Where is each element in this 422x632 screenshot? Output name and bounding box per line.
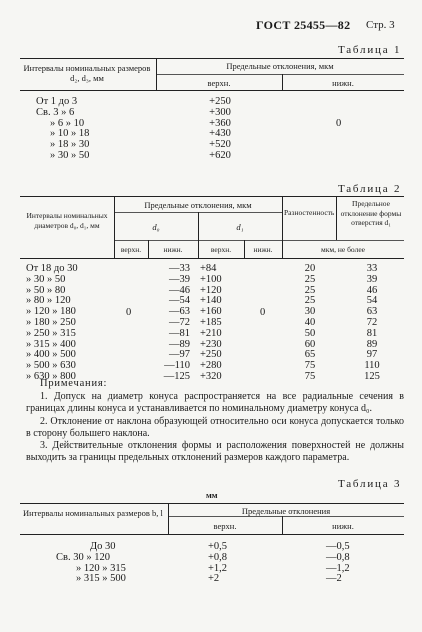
table2-d1-upper: +280 xyxy=(200,360,222,372)
table2-d0-lower-values xyxy=(150,264,190,383)
table1-interval: Св. 3 » 6 xyxy=(36,106,75,118)
table3-interval: Св. 30 » 120 xyxy=(56,551,110,563)
table1-col-upper: верхн. xyxy=(207,78,231,88)
table2-title: Таблица 2 xyxy=(338,183,402,195)
table2-form: 63 xyxy=(366,306,378,318)
table1-col-lower: нижн. xyxy=(332,78,354,88)
table2-form-values xyxy=(356,264,388,383)
table2-col-d1-lower: нижн. xyxy=(253,245,273,254)
table2-interval: » 30 » 50 xyxy=(26,273,66,285)
table1-upper: +360 xyxy=(209,117,231,129)
notes-body xyxy=(26,391,404,465)
table2-interval: » 315 » 400 xyxy=(26,338,76,350)
table2-form: 97 xyxy=(366,349,378,361)
table1-interval: » 18 » 30 xyxy=(50,139,90,151)
table2-d1-upper: +100 xyxy=(200,273,222,285)
table1-interval: » 30 » 50 xyxy=(50,149,90,161)
table3-lower: —0,5 xyxy=(326,541,350,552)
table2-intervals xyxy=(26,264,78,383)
table3-unit: мм xyxy=(206,490,218,500)
table2-d0-lower: —46 xyxy=(169,284,190,296)
table2-d1-upper: +120 xyxy=(200,284,222,296)
table1-interval: » 6 » 10 xyxy=(50,117,85,129)
table2-diff: 30 xyxy=(304,306,316,318)
table2-col-d1: d₁ xyxy=(236,222,244,232)
table2-d0-lower: —97 xyxy=(169,349,190,361)
table2-diff: 75 xyxy=(304,360,316,372)
table1-interval: » 10 » 18 xyxy=(50,128,90,140)
table2-d1-upper: +230 xyxy=(200,338,222,350)
table2-col-unit: мкм, не более xyxy=(321,245,365,254)
table1-col-dev: Предельные отклонения, мкм xyxy=(226,61,334,71)
table2-form: 54 xyxy=(366,295,378,307)
table2-diff: 25 xyxy=(304,284,316,296)
table3-col-lower: нижн. xyxy=(332,521,354,531)
table2-diff: 60 xyxy=(304,338,316,350)
table2-d1-upper: +140 xyxy=(200,295,222,307)
table3-intervals xyxy=(56,542,126,585)
table2-d1-upper: +185 xyxy=(200,316,222,328)
table3-title: Таблица 3 xyxy=(338,478,402,490)
table3-col-upper: верхн. xyxy=(213,521,237,531)
table2-d0-lower: —110 xyxy=(164,360,190,372)
table2-interval: » 630 » 800 xyxy=(26,370,76,382)
table2-form: 33 xyxy=(366,263,378,274)
table1-interval: От 1 до 3 xyxy=(36,96,78,107)
table2-d0-lower: —63 xyxy=(169,306,190,318)
table2-d0-lower: —33 xyxy=(169,263,190,274)
table1-upper: +520 xyxy=(209,139,231,151)
table2-diff: 75 xyxy=(304,370,316,382)
table3-lower-values xyxy=(326,542,350,585)
table2-d0-lower: —81 xyxy=(169,327,190,339)
table2-d1-lower: 0 xyxy=(260,307,266,318)
table2-d1-upper-values xyxy=(200,264,222,383)
table2-form: 89 xyxy=(366,338,378,350)
table3-lower: —0,8 xyxy=(326,551,350,563)
table2-d0-lower: —72 xyxy=(169,316,190,328)
table3-upper: +0,5 xyxy=(208,541,228,552)
gost-number: ГОСТ 25455—82 xyxy=(256,18,351,32)
note-item: 3. Действительные отклонения формы и расположения поверхностей не должны выходить за границы предельных отклонений размеров каждого параметра. xyxy=(26,440,404,464)
table2-diff: 25 xyxy=(304,273,316,285)
table1-col-interval: Интервалы номинальных размеров d₂, d₃, мм xyxy=(23,63,151,83)
table2-col-form: Предельное отклонение формы отверстия d₁ xyxy=(340,199,402,227)
table2-col-d0-upper: верхн. xyxy=(120,245,142,254)
table1-intervals xyxy=(36,97,89,162)
table3-interval: » 315 » 500 xyxy=(76,573,126,585)
table3-upper: +1,2 xyxy=(208,562,228,574)
table2-diff: 25 xyxy=(304,295,316,307)
table2-form: 125 xyxy=(364,370,380,382)
table2-d0-lower: —54 xyxy=(169,295,190,307)
table2-d1-upper: +320 xyxy=(200,370,222,382)
table1-upper: +250 xyxy=(209,96,231,107)
table3-interval: До 30 xyxy=(90,541,116,552)
table2-interval: » 50 » 80 xyxy=(26,284,66,296)
table3-upper: +0,8 xyxy=(208,551,228,563)
table2-interval: » 80 » 120 xyxy=(26,295,71,307)
table2-col-dev: Предельные отклонения, мкм xyxy=(144,200,252,210)
table2-diff-values xyxy=(296,264,324,383)
table2-form: 110 xyxy=(364,360,380,372)
table2-diff: 65 xyxy=(304,349,316,361)
table2-interval: » 180 » 250 xyxy=(26,316,76,328)
table3-interval: » 120 » 315 xyxy=(76,562,126,574)
table2-col-d0: d₀ xyxy=(152,222,160,232)
table2-form: 46 xyxy=(366,284,378,296)
table2-d1-upper: +160 xyxy=(200,306,222,318)
table3-lower: —2 xyxy=(326,573,342,585)
table2-form: 72 xyxy=(366,316,378,328)
table2-col-diff: Разностенность xyxy=(284,208,335,217)
table2-d0-lower: —89 xyxy=(169,338,190,350)
table3-upper-values xyxy=(208,542,227,585)
table2-interval: » 500 » 630 xyxy=(26,360,76,372)
table3-upper: +2 xyxy=(208,573,220,585)
table2-d1-upper: +84 xyxy=(200,263,217,274)
page-number: Стр. 3 xyxy=(366,19,395,31)
table2-d1-upper: +210 xyxy=(200,327,222,339)
table1-upper: +430 xyxy=(209,128,231,140)
table1-lower-value: 0 xyxy=(336,118,342,129)
notes-heading: Примечания: xyxy=(40,378,108,389)
table1-title: Таблица 1 xyxy=(338,44,402,56)
table2-col-interval: Интервалы номинальных диаметров d₀, d₁, мм xyxy=(26,211,108,230)
table2-d0-upper: 0 xyxy=(126,307,132,318)
table2-d1-upper: +250 xyxy=(200,349,222,361)
table2-interval: » 400 » 500 xyxy=(26,349,76,361)
table1-upper: +620 xyxy=(209,149,231,161)
note-item: 1. Допуск на диаметр конуса распространяется на все радиальные сечения в границах длины конуса и устанавливается по номинальному диаметру конуса d₀. xyxy=(26,391,404,415)
table2-d0-lower: —125 xyxy=(163,370,190,382)
table2-form: 81 xyxy=(366,327,378,339)
note-item: 2. Отклонение от наклона образующей относительно оси конуса допускается только в сторону большего наклона. xyxy=(26,415,404,439)
table2-col-d1-upper: верхн. xyxy=(210,245,232,254)
table2-d0-lower: —39 xyxy=(169,273,190,285)
table2-interval: » 120 » 180 xyxy=(26,306,76,318)
table2-col-d0-lower: нижн. xyxy=(163,245,183,254)
table3-col-interval: Интервалы номинальных размеров b, l xyxy=(23,508,163,518)
table3-lower: —1,2 xyxy=(326,562,350,574)
table2-diff: 20 xyxy=(304,263,316,274)
table2-diff: 50 xyxy=(304,327,316,339)
table2-interval: » 250 » 315 xyxy=(26,327,76,339)
table1-upper-values xyxy=(196,97,244,162)
table2-diff: 40 xyxy=(304,316,316,328)
table2-form: 39 xyxy=(366,273,378,285)
table3-col-dev: Предельные отклонения xyxy=(241,506,331,516)
table2-interval: От 18 до 30 xyxy=(26,263,78,274)
table1-upper: +300 xyxy=(209,106,231,118)
